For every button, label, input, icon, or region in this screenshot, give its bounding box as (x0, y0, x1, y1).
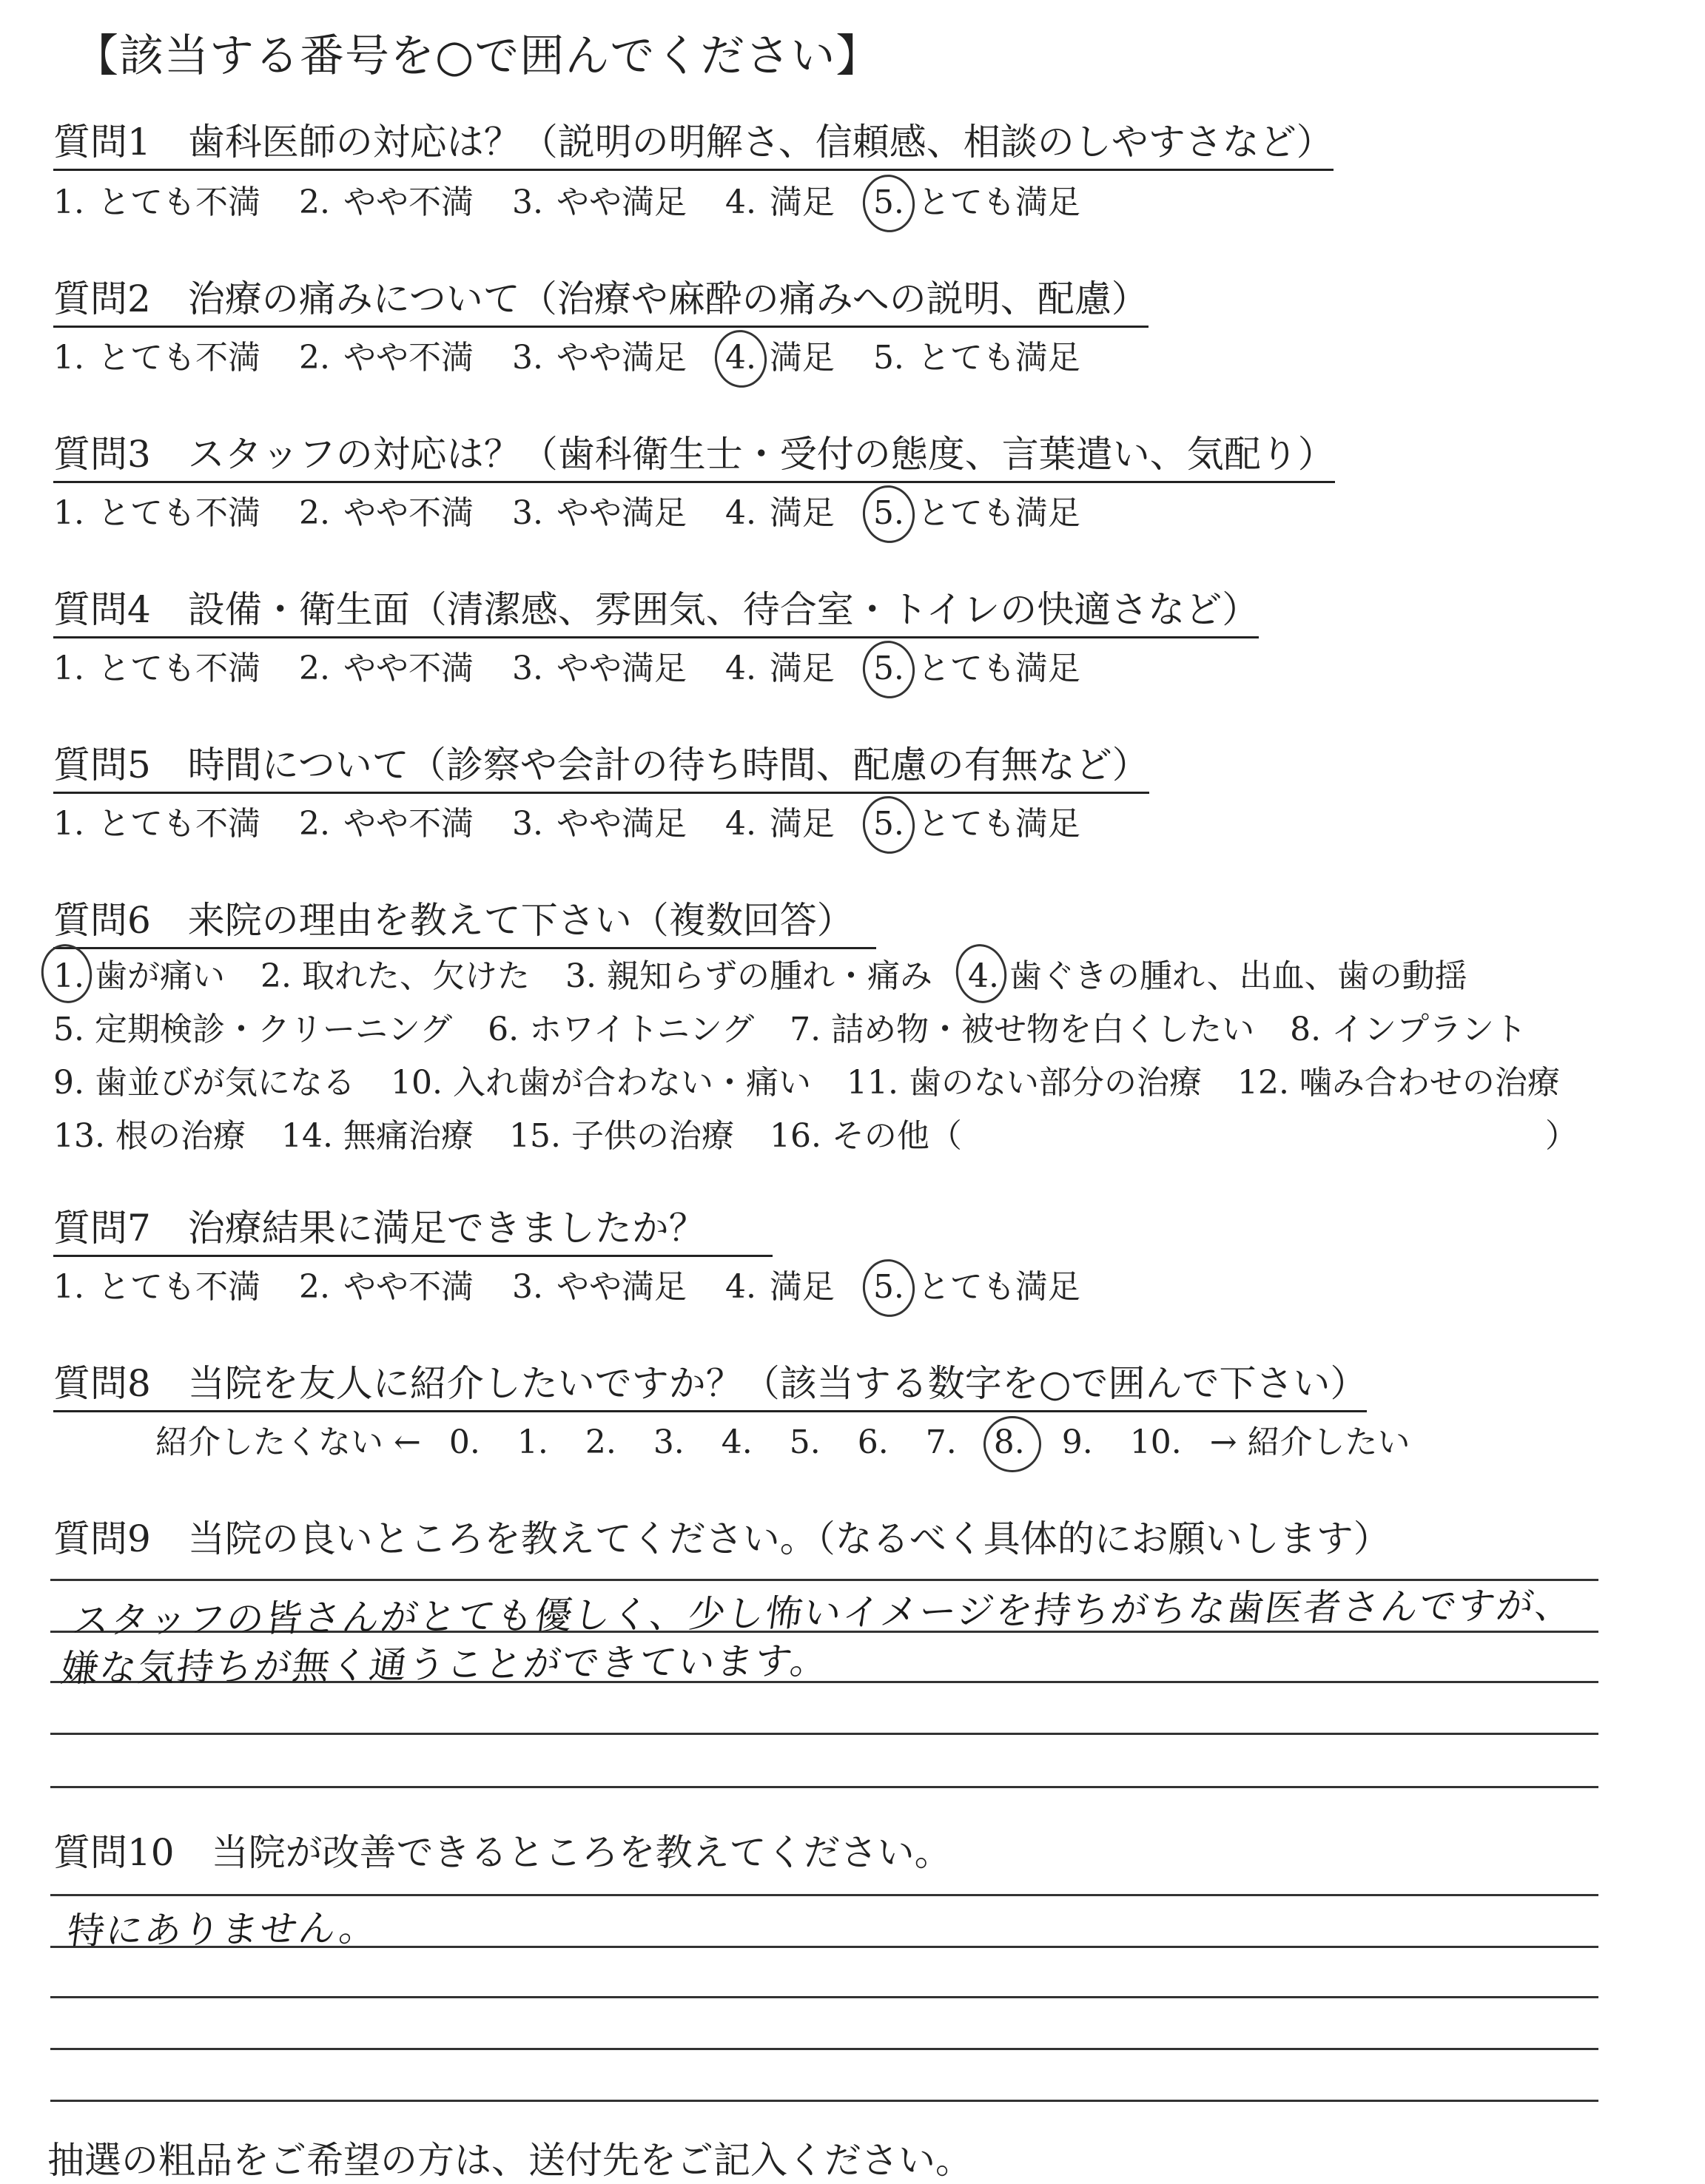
reason-label: 定期検診・クリーニング (84, 1011, 453, 1048)
reason-item[interactable] (790, 1003, 1254, 1056)
option-number: 5. (873, 803, 904, 845)
reason-number: 1. (53, 957, 84, 995)
reason-number: 4. (967, 957, 999, 995)
scale-value[interactable]: 5. (789, 1423, 821, 1461)
handwritten-answer-line: スタッフの皆さんがとても優しく、少し怖いイメージを持ちがちな歯医者さんですが、 (70, 1583, 1577, 1642)
option-label: とても満足 (917, 650, 1080, 687)
reason-number: 13. (53, 1117, 105, 1155)
option-3[interactable] (512, 803, 687, 845)
option-3[interactable] (512, 493, 687, 534)
reason-item[interactable] (281, 1110, 474, 1163)
reason-row (53, 950, 1613, 1003)
reason-label: 歯のない部分の治療 (898, 1064, 1202, 1102)
question-1-title: 質問1 歯科医師の対応は？（説明の明解さ、信頼感、相談のしやすさなど） (53, 118, 1334, 171)
handwritten-answer-line: 嫌な気持ちが無く通うことができています。 (58, 1639, 832, 1691)
option-number: 3. (511, 650, 543, 687)
scale-value[interactable]: 9. (1061, 1423, 1093, 1461)
answer-line (50, 1786, 1598, 1788)
handwritten-answer-line: 特にありません。 (64, 1906, 381, 1953)
reason-number: 6. (488, 1011, 519, 1048)
option-1[interactable] (53, 803, 260, 845)
option-label: やや不満 (343, 339, 474, 377)
option-2[interactable] (299, 803, 474, 845)
reason-item[interactable] (1290, 1003, 1527, 1056)
question-7-options (53, 1267, 1119, 1308)
question-3-title: 質問3 スタッフの対応は？（歯科衛生士・受付の態度、言葉遣い、気配り） (53, 431, 1335, 483)
reason-number: 15. (508, 1117, 561, 1155)
reason-row (53, 1056, 1613, 1110)
question-8-title: 質問8 当院を友人に紹介したいですか？（該当する数字を○で囲んで下さい） (53, 1360, 1367, 1412)
reason-number: 5. (53, 1011, 84, 1048)
reason-item[interactable] (565, 950, 932, 1003)
option-number: 2. (298, 805, 330, 843)
question-6-reasons (53, 950, 1613, 1163)
reason-item[interactable] (488, 1003, 754, 1056)
option-1[interactable] (53, 337, 260, 379)
option-label: とても不満 (97, 494, 260, 532)
reason-label: 詰め物・被せ物を白くしたい (821, 1011, 1255, 1048)
reason-number: 7. (790, 1011, 821, 1048)
answer-line (50, 1894, 1598, 1896)
scale-left-label: 紹介したくない ← (155, 1423, 421, 1461)
option-number: 5. (872, 339, 904, 377)
option-3[interactable] (512, 182, 687, 223)
option-label: 満足 (769, 650, 835, 687)
option-label: やや満足 (556, 339, 687, 377)
option-number: 4. (724, 183, 756, 221)
reason-number: 2. (260, 957, 292, 995)
option-label: とても満足 (917, 805, 1080, 843)
option-label: とても不満 (97, 805, 260, 843)
reason-label: 噛み合わせの治療 (1288, 1064, 1560, 1102)
option-1[interactable] (53, 182, 260, 223)
scale-value[interactable]: 2. (585, 1423, 616, 1461)
option-4[interactable] (725, 182, 835, 223)
option-number: 1. (53, 494, 84, 532)
reason-label: 根の治療 (104, 1117, 246, 1155)
reason-item[interactable] (53, 1110, 246, 1163)
option-label: とても満足 (917, 494, 1080, 532)
reason-row (53, 1110, 1613, 1163)
option-4[interactable] (725, 493, 835, 534)
reason-item[interactable] (260, 950, 530, 1003)
question-5-title: 質問5 時間について（診察や会計の待ち時間、配慮の有無など） (53, 741, 1149, 794)
reason-item[interactable] (770, 1110, 962, 1163)
scale-value[interactable]: 4. (721, 1423, 753, 1461)
scale-value[interactable]: 10. (1129, 1423, 1182, 1461)
option-label: やや不満 (343, 805, 474, 843)
option-label: やや満足 (556, 1268, 687, 1306)
option-label: とても不満 (97, 1268, 260, 1306)
question-4-title: 質問4 設備・衛生面（清潔感、雰囲気、待合室・トイレの快適さなど） (53, 586, 1259, 638)
option-number: 1. (53, 183, 84, 221)
option-4[interactable] (725, 803, 835, 845)
option-number: 5. (873, 648, 904, 690)
option-label: やや満足 (556, 650, 687, 687)
option-2[interactable] (299, 1267, 474, 1308)
question-5-options (53, 803, 1119, 845)
answer-line (50, 2048, 1598, 2050)
reason-label: インプラント (1321, 1011, 1527, 1048)
reason-label: 取れた、欠けた (291, 957, 530, 995)
option-5[interactable] (873, 803, 1080, 845)
reason-number: 16. (769, 1117, 821, 1155)
question-2-options (53, 337, 1119, 379)
option-number: 3. (511, 339, 543, 377)
option-number: 2. (298, 183, 330, 221)
option-label: 満足 (769, 494, 835, 532)
option-label: 満足 (769, 805, 835, 843)
reason-label: 子供の治療 (560, 1117, 734, 1155)
option-number: 2. (298, 339, 330, 377)
answer-line (50, 1996, 1598, 1998)
option-label: やや満足 (556, 494, 687, 532)
option-number: 5. (873, 182, 904, 223)
reason-item[interactable] (1237, 1056, 1560, 1110)
question-10-title: 質問10 当院が改善できるところを教えてください。 (53, 1831, 952, 1874)
reason-number: 11. (846, 1064, 898, 1102)
option-number: 1. (53, 339, 84, 377)
scale-value[interactable]: 3. (653, 1423, 685, 1461)
question-1-options (53, 182, 1119, 223)
question-4-options (53, 648, 1119, 690)
option-number: 4. (724, 805, 756, 843)
option-3[interactable] (512, 337, 687, 379)
scale-right-label: → 紹介したい (1209, 1423, 1410, 1461)
reason-number: 8. (1290, 1011, 1322, 1048)
option-label: 満足 (769, 183, 835, 221)
reason-number: 10. (390, 1064, 443, 1102)
scale-values (449, 1422, 1182, 1463)
option-5[interactable] (873, 182, 1080, 223)
option-2[interactable] (299, 493, 474, 534)
option-3[interactable] (512, 1267, 687, 1308)
footer-note: 抽選の粗品をご希望の方は、送付先をご記入ください。 (47, 2139, 972, 2182)
question-6-title: 質問6 来院の理由を教えて下さい（複数回答） (53, 897, 876, 949)
option-number: 4. (725, 337, 756, 379)
option-4[interactable] (725, 337, 835, 379)
reason-item[interactable] (53, 1056, 355, 1110)
reason-number: 12. (1237, 1064, 1289, 1102)
option-1[interactable] (53, 493, 260, 534)
option-5[interactable] (873, 1267, 1080, 1308)
option-number: 4. (724, 494, 756, 532)
reason-item[interactable]: ） (1544, 1117, 1578, 1155)
reason-label: 入れ歯が合わない・痛い (442, 1064, 811, 1102)
option-label: とても不満 (97, 339, 260, 377)
reason-number: 3. (565, 957, 596, 995)
option-label: とても満足 (917, 183, 1080, 221)
option-label: やや不満 (343, 650, 474, 687)
option-4[interactable] (725, 648, 835, 690)
option-label: やや不満 (343, 183, 474, 221)
reason-item[interactable] (968, 950, 1467, 1003)
option-number: 1. (53, 650, 84, 687)
option-number: 2. (298, 1268, 330, 1306)
option-label: やや満足 (556, 805, 687, 843)
reason-label: 歯ぐきの腫れ、出血、歯の動揺 (998, 957, 1467, 995)
option-2[interactable] (299, 337, 474, 379)
reason-label: 親知らずの腫れ・痛み (596, 957, 932, 995)
option-number: 3. (511, 1268, 543, 1306)
reason-label: 歯が痛い (84, 957, 225, 995)
option-number: 3. (511, 805, 543, 843)
option-5[interactable] (873, 493, 1080, 534)
reason-item[interactable] (53, 1003, 452, 1056)
reason-label: 歯並びが気になる (84, 1064, 355, 1102)
option-label: やや不満 (343, 494, 474, 532)
option-number: 2. (298, 494, 330, 532)
option-label: とても不満 (97, 650, 260, 687)
reason-item[interactable] (509, 1110, 734, 1163)
option-2[interactable] (299, 182, 474, 223)
answer-line (50, 1733, 1598, 1735)
reason-label: ホワイトニング (519, 1011, 755, 1048)
option-label: とても満足 (917, 339, 1080, 377)
scale-value[interactable]: 8. (994, 1422, 1025, 1463)
option-4[interactable] (725, 1267, 835, 1308)
reason-row (53, 1003, 1613, 1056)
option-2[interactable] (299, 648, 474, 690)
instruction-heading: 【該当する番号を○で囲んでください】 (74, 30, 881, 82)
question-9-title: 質問9 当院の良いところを教えてください。（なるべく具体的にお願いします） (53, 1517, 1390, 1560)
option-number: 3. (511, 494, 543, 532)
option-3[interactable] (512, 648, 687, 690)
reason-label: 無痛治療 (332, 1117, 474, 1155)
scale-value[interactable]: 6. (857, 1423, 889, 1461)
scale-value[interactable]: 1. (517, 1423, 548, 1461)
question-7-title: 質問7 治療結果に満足できましたか？ (53, 1204, 773, 1257)
scale-value[interactable]: 0. (448, 1423, 480, 1461)
option-label: 満足 (769, 339, 835, 377)
option-number: 2. (298, 650, 330, 687)
option-number: 1. (53, 805, 84, 843)
option-number: 3. (511, 183, 543, 221)
option-number: 4. (724, 650, 756, 687)
reason-label: その他（ (821, 1117, 962, 1155)
answer-line (50, 2100, 1598, 2102)
option-number: 4. (724, 1268, 756, 1306)
option-label: 満足 (769, 1268, 835, 1306)
option-label: とても満足 (917, 1268, 1080, 1306)
reason-number: 9. (53, 1064, 84, 1102)
option-5[interactable] (873, 648, 1080, 690)
reason-item[interactable] (391, 1056, 811, 1110)
reason-item[interactable] (847, 1056, 1202, 1110)
option-label: とても不満 (97, 183, 260, 221)
option-label: やや満足 (556, 183, 687, 221)
reason-number: 14. (280, 1117, 333, 1155)
option-1[interactable] (53, 648, 260, 690)
question-3-options (53, 493, 1119, 534)
option-label: やや不満 (343, 1268, 474, 1306)
option-1[interactable] (53, 1267, 260, 1308)
scale-value[interactable]: 7. (925, 1423, 957, 1461)
option-number: 1. (53, 1268, 84, 1306)
question-2-title: 質問2 治療の痛みについて（治療や麻酔の痛みへの説明、配慮） (53, 275, 1149, 328)
option-5[interactable] (873, 337, 1080, 379)
question-8-scale (155, 1422, 1410, 1463)
option-number: 5. (873, 1267, 904, 1308)
option-number: 5. (873, 493, 904, 534)
reason-item[interactable] (53, 950, 225, 1003)
